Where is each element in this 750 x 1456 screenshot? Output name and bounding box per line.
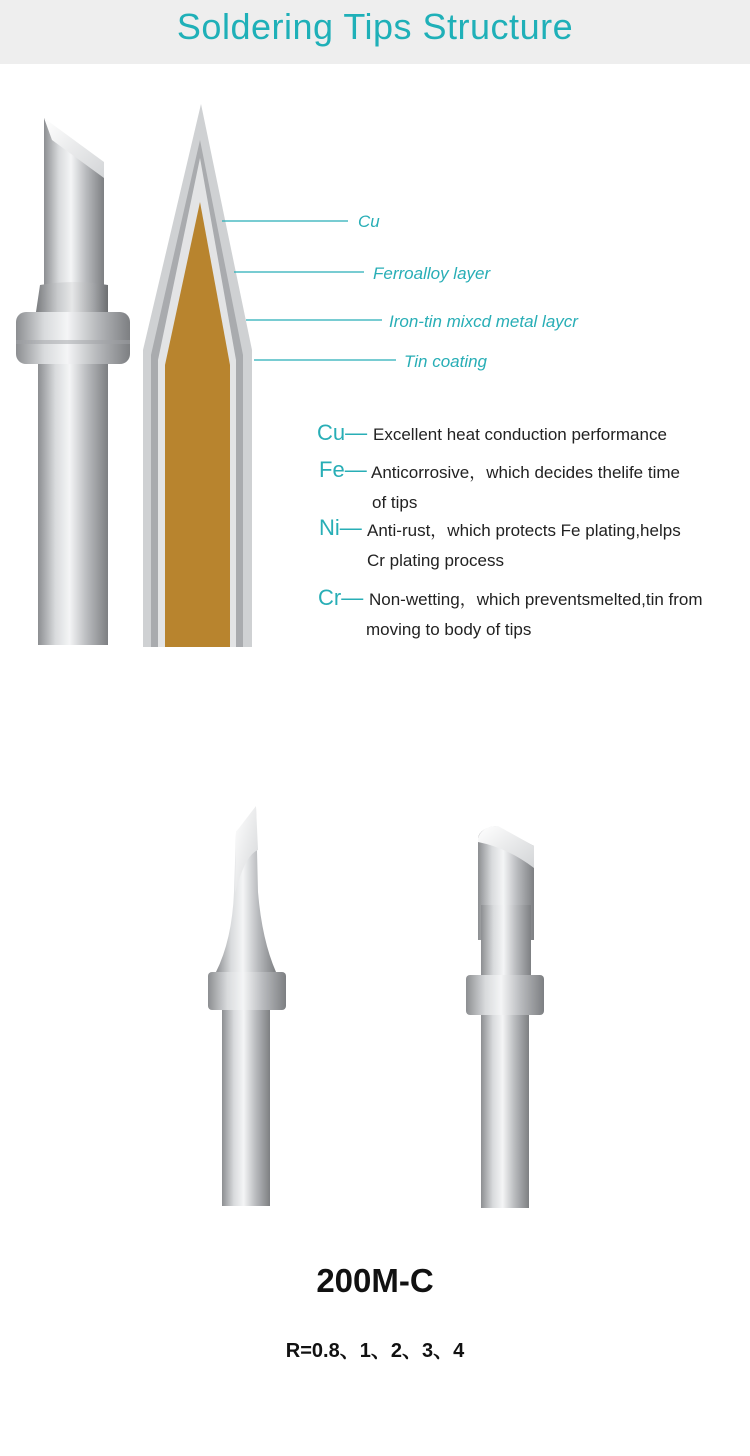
layer-label-cu: Cu bbox=[358, 212, 380, 231]
tip-right-collar bbox=[466, 975, 544, 1015]
element-desc-ni-line2: Cr plating process bbox=[367, 551, 505, 570]
product-radius-options: R=0.8、1、2、3、4 bbox=[285, 1340, 465, 1362]
element-desc-cr-line2: moving to body of tips bbox=[366, 620, 532, 639]
element-desc-fe-line1: Anticorrosive，which decides thelife time bbox=[371, 463, 680, 482]
layer-label-tin: Tin coating bbox=[404, 352, 488, 371]
layer-label-ferroalloy: Ferroalloy layer bbox=[373, 264, 491, 283]
page-title: Soldering Tips Structure bbox=[176, 6, 574, 47]
layer-label-iron-tin: Iron-tin mixcd metal laycr bbox=[389, 312, 578, 331]
tip-collar bbox=[16, 312, 130, 364]
element-symbol-ni: Ni— bbox=[319, 515, 362, 540]
tip-left-collar bbox=[208, 972, 286, 1010]
product-tip-right bbox=[466, 826, 544, 1208]
tip-cross-section bbox=[143, 104, 252, 647]
element-symbol-cr: Cr— bbox=[318, 585, 364, 610]
element-desc-cu: Excellent heat conduction performance bbox=[373, 425, 667, 444]
tip-side-view bbox=[16, 118, 130, 645]
tip-left-shaft bbox=[222, 1006, 270, 1206]
tip-right-shaft bbox=[481, 1012, 529, 1208]
element-desc-fe-line2: of tips bbox=[372, 493, 418, 512]
product-model: 200M-C bbox=[316, 1262, 434, 1299]
element-symbol-fe: Fe— bbox=[319, 457, 367, 482]
tip-shaft bbox=[38, 360, 108, 645]
element-desc-ni-line1: Anti-rust，which protects Fe plating,helps bbox=[367, 521, 681, 540]
tip-neck bbox=[36, 282, 108, 312]
element-desc-cr-line1: Non-wetting，which preventsmelted,tin from bbox=[369, 590, 703, 609]
element-symbol-cu: Cu— bbox=[317, 420, 368, 445]
tip-right-neck bbox=[481, 905, 531, 975]
product-tip-left bbox=[208, 806, 286, 1206]
